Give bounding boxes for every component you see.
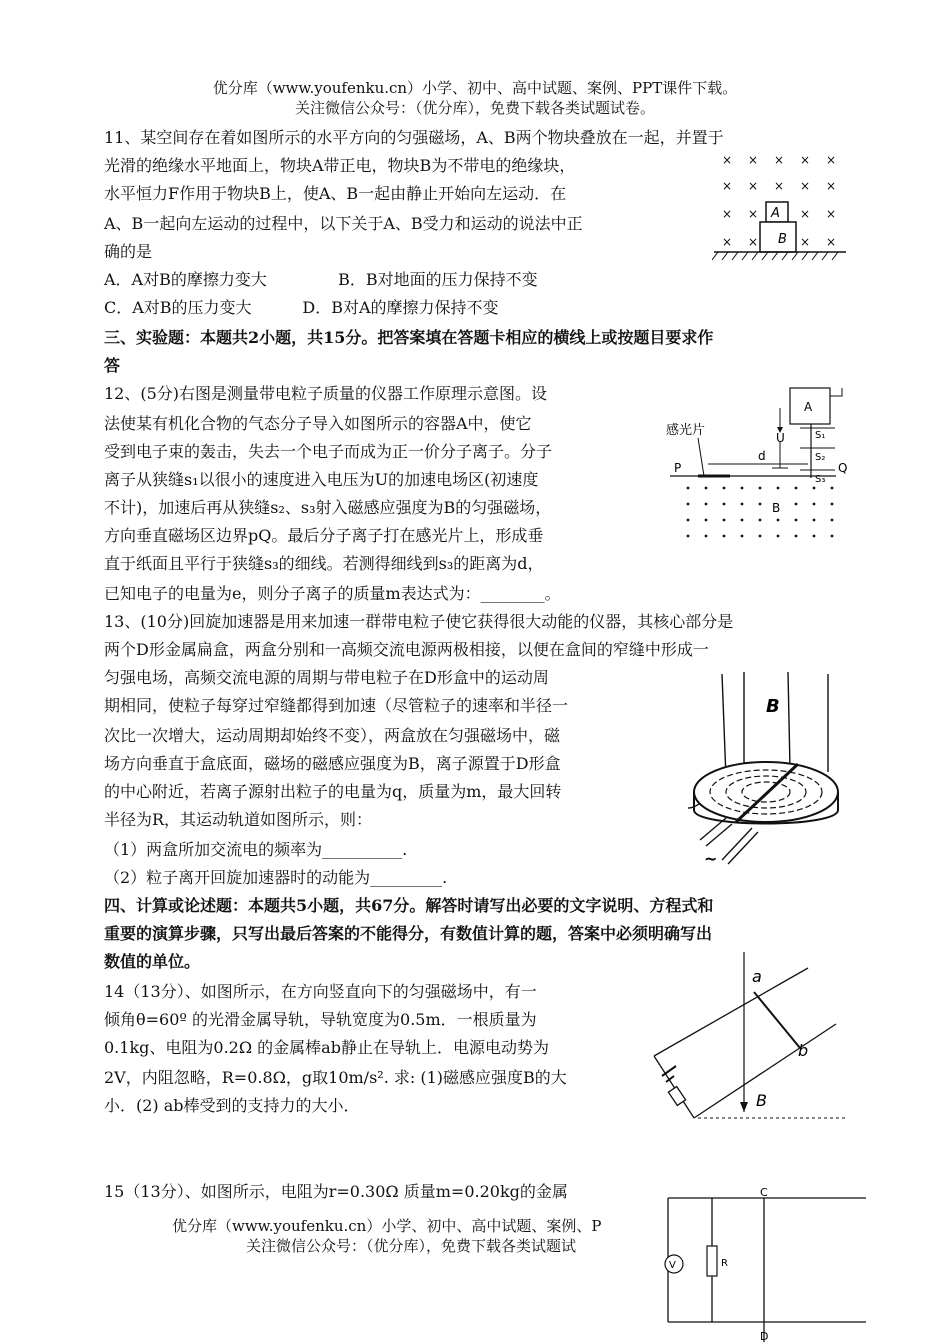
rail-connector xyxy=(654,1056,694,1118)
svg-text:×: × xyxy=(774,179,785,193)
q15-circuit-figure xyxy=(660,1184,870,1342)
q13-line-5: 次比一次增大，运动周期却始终不变），两盒放在匀强磁场中，磁 xyxy=(104,726,561,745)
label-p: P xyxy=(674,461,682,475)
q11-line-2: 光滑的绝缘水平地面上，物块A带正电，物块B为不带电的绝缘块， xyxy=(104,156,576,175)
svg-text:×: × xyxy=(748,153,759,167)
q14-line-2: 倾角θ=60º 的光滑金属导轨，导轨宽度为0.5m．一根质量为 xyxy=(104,1010,537,1029)
q13-line-8: 半径为R，其运动轨道如图所示，则： xyxy=(104,810,373,829)
rod-ab xyxy=(754,992,800,1048)
q13-line-1: 13、(10分)回旋加速器是用来加速一群带电粒子使它获得很大动能的仪器，其核心部分是 xyxy=(104,612,734,631)
q12-line-5: 不计)，加速后再从狭缝s₂、s₃射入磁感应强度为B的匀强磁场， xyxy=(104,498,552,517)
q11-line-5: 确的是 xyxy=(104,242,153,261)
footer-line-1: 优分库（www.youfenku.cn）小学、初中、高中试题、案例、P xyxy=(172,1217,602,1235)
resistor-icon xyxy=(668,1087,685,1106)
q13-line-2: 两个D形金属扁盒，两盒分别和一高频交流电源两极相接，以便在盒间的窄缝中形成一 xyxy=(104,640,709,659)
resistor-label: R xyxy=(721,1258,728,1269)
film-label: 感光片 xyxy=(666,423,706,438)
block-b-label: B xyxy=(778,232,787,247)
q13-line-6: 场方向垂直于盒底面，磁场的磁感应强度为B，离子源置于D形盒 xyxy=(104,754,561,773)
q13-question-2: （2）粒子离开回旋加速器时的动能为_________. xyxy=(104,868,448,887)
section-4-heading-1: 四、计算或论述题：本题共5小题，共67分。解答时请写出必要的文字说明、方程式和 xyxy=(104,896,714,915)
q12-mass-spectrometer-figure xyxy=(660,380,850,552)
block-a-label: A xyxy=(771,206,780,221)
slit-s2-label: S₂ xyxy=(815,452,826,463)
field-label: B xyxy=(756,1091,767,1110)
q11-options-ab: A．A对B的摩擦力变大 B．B对地面的压力保持不变 xyxy=(104,270,538,289)
q12-line-6: 方向垂直磁场区边界pQ。最后分子离子打在感光片上，形成垂 xyxy=(104,526,544,545)
q12-line-2: 法使某有机化合物的气态分子导入如图所示的容器A中，使它 xyxy=(104,414,532,433)
svg-text:×: × xyxy=(800,179,811,193)
section-3-heading: 三、实验题：本题共2小题，共15分。把答案填在答题卡相应的横线上或按题目要求作 xyxy=(104,328,714,347)
svg-text:×: × xyxy=(748,179,759,193)
field-label: B xyxy=(772,501,781,515)
svg-text:×: × xyxy=(774,153,785,167)
field-label: B xyxy=(766,696,780,717)
q14-line-1: 14（13分）、如图所示，在方向竖直向下的匀强磁场中，有一 xyxy=(104,982,537,1001)
resistor-icon xyxy=(707,1246,717,1276)
q11-line-4: A、B一起向左运动的过程中，以下关于A、B受力和运动的说法中正 xyxy=(104,214,583,233)
slit-s1-label: S₁ xyxy=(815,430,826,441)
section-4-heading-3: 数值的单位。 xyxy=(104,952,201,971)
q13-line-3: 匀强电场，高频交流电源的周期与带电粒子在D形盒中的运动周 xyxy=(104,668,549,687)
q14-rail-figure xyxy=(648,952,848,1122)
section-4-heading-2: 重要的演算步骤，只写出最后答案的不能得分，有数值计算的题，答案中必须明确写出 xyxy=(104,924,713,943)
q12-line-3: 受到电子束的轰击，失去一个电子而成为正一价分子离子。分子 xyxy=(104,442,553,461)
q13-line-4: 期相同，使粒子每穿过窄缝都得到加速（尽管粒子的速率和半径一 xyxy=(104,696,569,715)
label-q: Q xyxy=(838,461,848,475)
q12-line-8: 已知电子的电量为e，则分子离子的质量m表达式为：________。 xyxy=(104,584,561,603)
q13-line-7: 的中心附近，若离子源射出粒子的电量为q，质量为m，最大回转 xyxy=(104,782,562,801)
q14-line-5: 小．(2) ab棒受到的支持力的大小． xyxy=(104,1096,360,1115)
q11-magnetic-field-figure xyxy=(712,150,852,268)
header-line-2: 关注微信公众号：（优分库），免费下载各类试题试卷。 xyxy=(294,99,655,117)
label-d: D xyxy=(760,1330,769,1342)
svg-text:×: × xyxy=(748,207,759,221)
section-3-heading-cont: 答 xyxy=(104,356,121,375)
field-dots xyxy=(687,487,834,538)
svg-text:×: × xyxy=(722,179,733,193)
label-c: C xyxy=(760,1186,768,1199)
voltage-label: U xyxy=(776,431,785,445)
q12-line-4: 离子从狭缝s₁以很小的速度进入电压为U的加速电场区(初速度 xyxy=(104,470,539,489)
label-a: a xyxy=(752,967,762,986)
svg-text:×: × xyxy=(722,207,733,221)
svg-text:×: × xyxy=(722,235,733,249)
svg-text:×: × xyxy=(826,235,837,249)
svg-text:×: × xyxy=(826,179,837,193)
slit-s3-label: S₃ xyxy=(815,474,826,485)
svg-text:×: × xyxy=(722,153,733,167)
header-line-1: 优分库（www.youfenku.cn）小学、初中、高中试题、案例、PPT课件下载。 xyxy=(212,79,738,97)
distance-label: d xyxy=(758,449,766,463)
container-a-label: A xyxy=(804,400,813,414)
ground-hatching xyxy=(712,252,838,260)
rail-upper xyxy=(654,968,808,1056)
svg-text:×: × xyxy=(826,153,837,167)
svg-text:×: × xyxy=(748,235,759,249)
svg-text:×: × xyxy=(800,207,811,221)
q15-line-1: 15（13分）、如图所示，电阻为r=0.30Ω 质量m=0.20kg的金属 xyxy=(104,1182,568,1201)
footer-line-2: 关注微信公众号：（优分库），免费下载各类试题试 xyxy=(246,1237,577,1255)
q13-cyclotron-figure xyxy=(682,668,852,874)
ac-source-icon: ~ xyxy=(704,849,718,868)
q11-line-1: 11、某空间存在着如图所示的水平方向的匀强磁场，A、B两个物块叠放在一起，并置于 xyxy=(104,128,724,147)
q11-options-cd: C．A对B的压力变大 D．B对A的摩擦力保持不变 xyxy=(104,298,499,317)
label-b: b xyxy=(798,1041,809,1060)
svg-text:×: × xyxy=(826,207,837,221)
q13-question-1: （1）两盒所加交流电的频率为__________. xyxy=(104,840,408,859)
q14-line-4: 2V，内阻忽略，R=0.8Ω，g取10m/s². 求: (1)磁感应强度B的大 xyxy=(104,1068,567,1087)
svg-text:×: × xyxy=(800,153,811,167)
q11-line-3: 水平恒力F作用于物块B上，使A、B一起由静止开始向左运动．在 xyxy=(104,184,567,203)
voltmeter-label: V xyxy=(669,1260,676,1271)
q12-line-1: 12、(5分)右图是测量带电粒子质量的仪器工作原理示意图。设 xyxy=(104,384,548,403)
q12-line-7: 直于纸面且平行于狭缝s₃的细线。若测得细线到s₃的距离为d， xyxy=(104,554,544,573)
q14-line-3: 0.1kg、电阻为0.2Ω 的金属棒ab静止在导轨上．电源电动势为 xyxy=(104,1038,549,1057)
svg-text:×: × xyxy=(800,235,811,249)
